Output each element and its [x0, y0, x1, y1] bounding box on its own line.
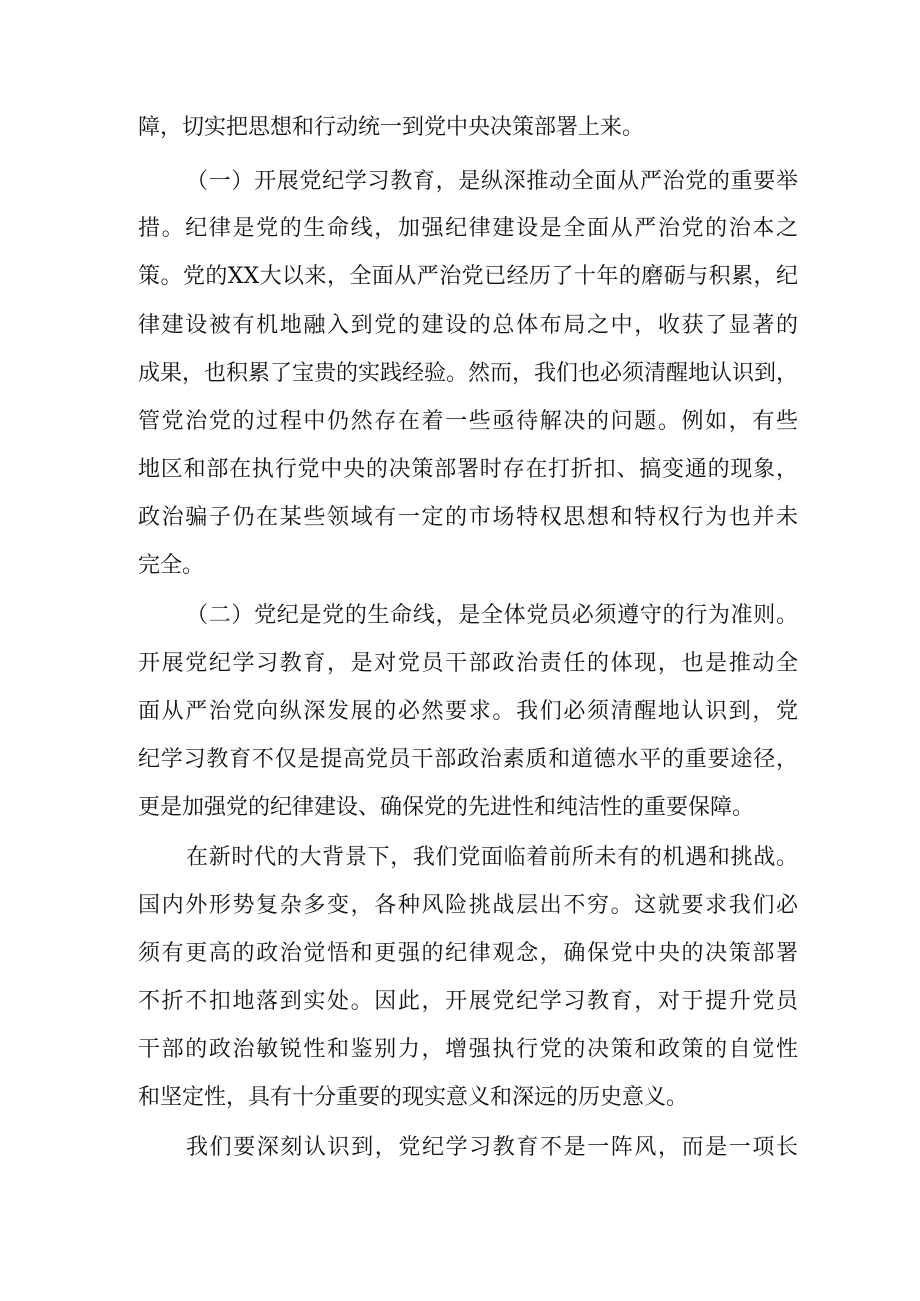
text-line: 和坚定性，具有十分重要的现实意义和深远的历史意义。	[138, 1085, 689, 1110]
text-line: 完全。	[138, 553, 205, 578]
text-line: 措。纪律是党的生命线，加强纪律建设是全面从严治党的治本之	[138, 216, 798, 241]
paragraph-4-start: 我们要深刻认识到，党纪学习教育不是一阵风，而是一项长	[186, 1135, 798, 1160]
text-line: 干部的政治敏锐性和鉴别力，增强执行党的决策和政策的自觉性	[138, 1037, 798, 1062]
text-line: 须有更高的政治觉悟和更强的纪律观念，确保党中央的决策部署	[138, 941, 798, 966]
text-line: 管党治党的过程中仍然存在着一些亟待解决的问题。例如，有些	[138, 409, 798, 434]
text-line: 律建设被有机地融入到党的建设的总体布局之中，收获了显著的	[138, 313, 798, 338]
text-line: 纪学习教育不仅是提高党员干部政治素质和道德水平的重要途径，	[138, 747, 798, 772]
paragraph-2-heading: （二）党纪是党的生命线，是全体党员必须遵守的行为准则。	[186, 603, 798, 628]
paragraph-1-heading: （一）开展党纪学习教育，是纵深推动全面从严治党的重要举	[186, 169, 798, 194]
text-line: 国内外形势复杂多变，各种风险挑战层出不穷。这就要求我们必	[138, 893, 798, 918]
text-line: 政治骗子仍在某些领域有一定的市场特权思想和特权行为也并未	[138, 505, 798, 530]
text-line: 不折不扣地落到实处。因此，开展党纪学习教育，对于提升党员	[138, 989, 798, 1014]
text-line: 障，切实把思想和行动统一到党中央决策部署上来。	[138, 115, 645, 140]
paragraph-3-start: 在新时代的大背景下，我们党面临着前所未有的机遇和挑战。	[186, 845, 798, 870]
text-line: 更是加强党的纪律建设、确保党的先进性和纯洁性的重要保障。	[138, 795, 755, 820]
text-line: 面从严治党向纵深发展的必然要求。我们必须清醒地认识到，党	[138, 699, 798, 724]
text-line: 开展党纪学习教育，是对党员干部政治责任的体现，也是推动全	[138, 651, 798, 676]
text-line: 地区和部在执行党中央的决策部署时存在打折扣、搞变通的现象，	[138, 457, 798, 482]
text-line: 策。党的XX大以来，全面从严治党已经历了十年的磨砺与积累，纪	[138, 264, 798, 289]
text-line: 成果，也积累了宝贵的实践经验。然而，我们也必须清醒地认识到，	[138, 361, 798, 386]
